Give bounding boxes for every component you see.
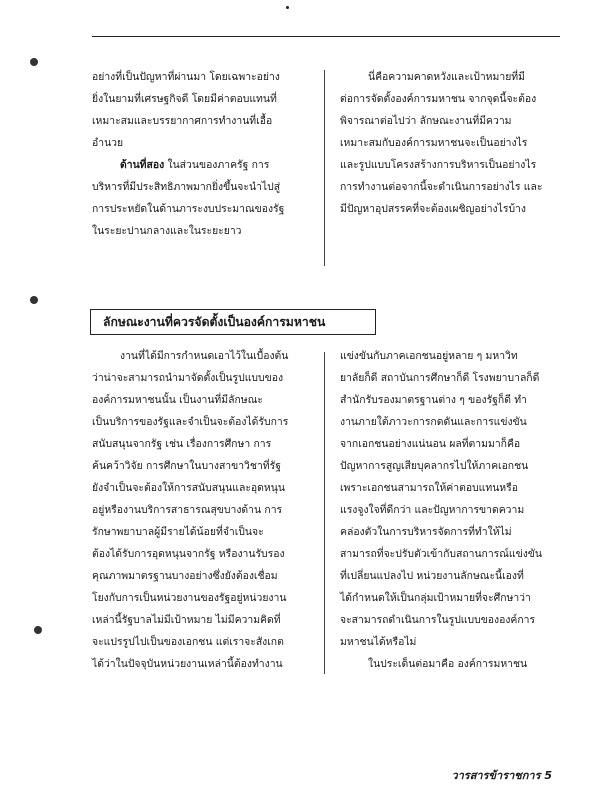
text-line: มหาชนได้หรือไม่ bbox=[340, 636, 417, 648]
top-right-column bbox=[340, 66, 564, 220]
text-line: ได้กำหนดให้เป็นกลุ่มเป้าหมายที่จะศึกษาว่า bbox=[340, 592, 531, 604]
text-line: ต้องได้รับการอุดหนุนจากรัฐ หรืองานรับรอง bbox=[92, 548, 285, 560]
text-line: ว่าน่าจะสามารถนำมาจัดตั้งเป็นรูปแบบของ bbox=[92, 372, 284, 384]
text-line: รักษาพยาบาลผู้มีรายได้น้อยที่จำเป็นจะ bbox=[92, 526, 264, 538]
text-line: สนับสนุนจากรัฐ เช่น เรื่องการศึกษา การ bbox=[92, 438, 272, 450]
text-line: ต่อการจัดตั้งองค์การมหาชน จากจุดนี้จะต้อง bbox=[340, 93, 537, 105]
hole-punch-mark-top bbox=[30, 58, 38, 66]
top-left-column bbox=[92, 66, 308, 242]
footer-page-label: วารสารข้าราชการ 5 bbox=[451, 769, 552, 782]
text-line: จะแปรรูปไปเป็นของเอกชน แต่เราจะสังเกต bbox=[92, 636, 284, 648]
text-line: อย่างที่เป็นปัญหาที่ผ่านมา โดยเฉพาะอย่าง bbox=[92, 71, 280, 83]
text-line: อำนวย bbox=[92, 137, 124, 149]
text-line: ปัญหาการสูญเสียบุคลากรไปให้ภาคเอกชน bbox=[340, 460, 529, 472]
bold-lead-in: ด้านที่สอง bbox=[120, 159, 165, 171]
column-divider-top bbox=[324, 70, 325, 266]
bottom-left-column bbox=[92, 345, 308, 675]
text-line: เหมาะสมและบรรยากาศการทำงานที่เอื้อ bbox=[92, 115, 273, 127]
text-line: มีปัญหาอุปสรรคที่จะต้องเผชิญอย่างไรบ้าง bbox=[340, 203, 526, 215]
text-line: ที่เปลี่ยนแปลงไป หน่วยงานลักษณะนี้เองที่ bbox=[340, 570, 524, 582]
text-line: ยังจำเป็นจะต้องให้การสนับสนุนและอุดหนุน bbox=[92, 482, 285, 494]
text-line: บริหารที่มีประสิทธิภาพมากยิ่งขึ้นจะนำไปสู่ bbox=[92, 181, 281, 193]
bottom-right-column bbox=[340, 345, 564, 675]
text-line: สามารถที่จะปรับตัวเข้ากับสถานการณ์แข่งขัน bbox=[340, 548, 542, 560]
text-line: ในระยะปานกลางและในระยะยาว bbox=[92, 225, 242, 237]
text-line: สำนักรับรองมาตรฐานต่าง ๆ ของรัฐก็ดี ทำ bbox=[340, 394, 527, 406]
hole-punch-mark-bottom bbox=[34, 626, 42, 634]
text-line: แรงจูงใจที่ดีกว่า และปัญหาการขาดความ bbox=[340, 504, 525, 516]
text-line: ในประเด็นต่อมาคือ องค์การมหาชน bbox=[368, 658, 528, 670]
hole-punch-mark-middle bbox=[30, 296, 38, 304]
text-line: ยาลัยก็ดี สถาบันการศึกษาก็ดี โรงพยาบาลก็ดี bbox=[340, 372, 540, 384]
text-line: พิจารณาต่อไปว่า ลักษณะงานที่มีความ bbox=[340, 115, 512, 127]
column-divider-bottom bbox=[324, 352, 325, 674]
text-line: และรูปแบบโครงสร้างการบริหารเป็นอย่างไร bbox=[340, 159, 537, 171]
text-line: จะสามารถดำเนินการในรูปแบบขององค์การ bbox=[340, 614, 536, 626]
text-line: ด้านที่สอง ในส่วนของภาครัฐ การ bbox=[120, 159, 270, 171]
text-line: ค้นคว้าวิจัย การศึกษาในบางสาขาวิชาที่รัฐ bbox=[92, 460, 281, 472]
top-rule bbox=[92, 36, 560, 37]
text-line: นี่คือความคาดหวังและเป้าหมายที่มี bbox=[368, 71, 526, 83]
text-line: คุณภาพมาตรฐานบางอย่างซึ่งยังต้องเชื่อม bbox=[92, 570, 278, 582]
text-line: อยู่หรืองานบริการสาธารณสุขบางด้าน การ bbox=[92, 504, 283, 516]
text-line: งานภายใต้ภาวะการกดดันและการแข่งขัน bbox=[340, 416, 527, 428]
text-line: ได้ว่าในปัจจุบันหน่วยงานเหล่านี้ต้องทำงาน bbox=[92, 658, 283, 670]
text-line: เพราะเอกชนสามารถให้ค่าตอบแทนหรือ bbox=[340, 482, 518, 494]
section-heading: ลักษณะงานที่ควรจัดตั้งเป็นองค์การมหาชน bbox=[90, 309, 376, 335]
text-line: แข่งขันกับภาคเอกชนอยู่หลาย ๆ มหาวิท bbox=[340, 350, 518, 362]
text-line: การประหยัดในด้านภาระงบประมาณของรัฐ bbox=[92, 203, 285, 215]
text-line: เหล่านี้รัฐบาลไม่มีเป้าหมาย ไม่มีความคิดที่ bbox=[92, 614, 281, 626]
top-dot-mark bbox=[286, 6, 289, 9]
text-line: เหมาะสมกับองค์การมหาชนจะเป็นอย่างไร bbox=[340, 137, 528, 149]
text-line: จากเอกชนอย่างแน่นอน ผลที่ตามมาก็คือ bbox=[340, 438, 521, 450]
text-line: เป็นบริการของรัฐและจำเป็นจะต้องได้รับการ bbox=[92, 416, 289, 428]
text-line: การทำงานต่อจากนี้จะดำเนินการอย่างไร และ bbox=[340, 181, 543, 193]
text-line: งานที่ได้มีการกำหนดเอาไว้ในเบื้องต้น bbox=[120, 350, 289, 362]
text-line: ยิ่งในยามที่เศรษฐกิจดี โดยมีค่าตอบแทนที่ bbox=[92, 93, 277, 105]
text-line: คล่องตัวในการบริหารจัดการที่ทำให้ไม่ bbox=[340, 526, 512, 538]
text-line: องค์การมหาชนนั้น เป็นงานที่มีลักษณะ bbox=[92, 394, 263, 406]
text-line: โยงกับการเป็นหน่วยงานของรัฐอยู่หน่วยงาน bbox=[92, 592, 287, 604]
